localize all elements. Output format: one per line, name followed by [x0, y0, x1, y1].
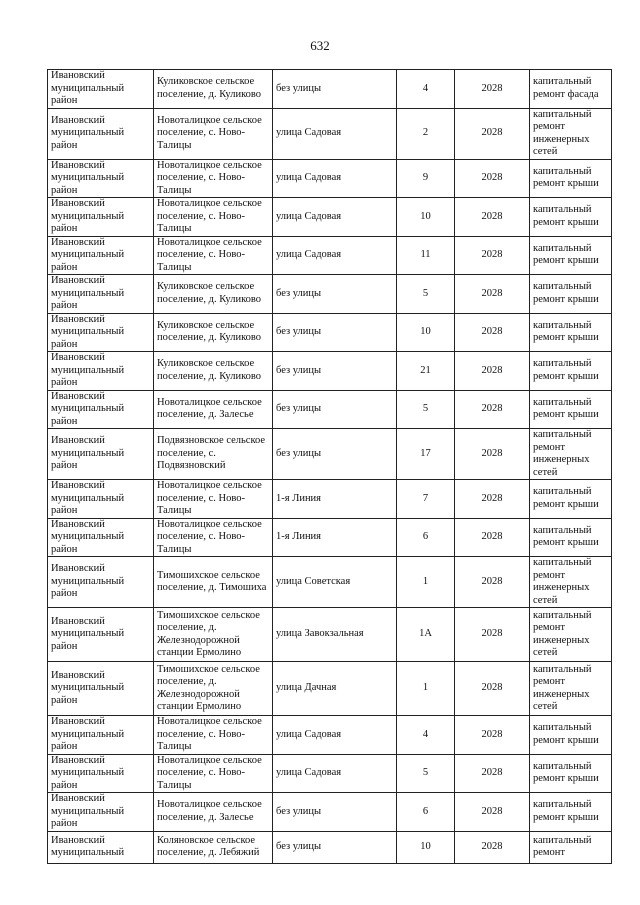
- work-type-cell: [530, 480, 612, 519]
- table-row: [48, 159, 612, 198]
- house-number-cell: [397, 793, 455, 832]
- district-cell: [48, 662, 154, 716]
- table-row: [48, 275, 612, 314]
- settlement-cell-text: Новоталицкое сельское поселение, с. Ново-Талицы: [157, 518, 262, 555]
- work-type-cell-text: капитальный ремонт: [533, 834, 592, 858]
- settlement-cell: [154, 159, 273, 198]
- settlement-cell-text: Новоталицкое сельское поселение, с. Ново-Талицы: [157, 236, 262, 273]
- work-type-cell: [530, 159, 612, 198]
- house-number-cell: [397, 275, 455, 314]
- house-number-cell: [397, 831, 455, 863]
- year-cell-text: 2028: [481, 728, 503, 740]
- street-cell: [273, 716, 397, 755]
- district-cell: [48, 159, 154, 198]
- work-type-cell: [530, 70, 612, 109]
- district-cell-text: Ивановский муниципальный район: [51, 480, 125, 516]
- street-cell: [273, 390, 397, 429]
- house-number-cell: [397, 198, 455, 237]
- house-number-cell: [397, 70, 455, 109]
- district-cell: [48, 557, 154, 608]
- settlement-cell-text: Подвязновское сельское поселение, с. Подвязновский: [157, 435, 266, 472]
- street-cell-text: без улицы: [276, 805, 322, 817]
- work-type-cell-text: капитальный ремонт крыши: [533, 760, 599, 785]
- settlement-cell: [154, 793, 273, 832]
- district-cell: [48, 831, 154, 863]
- table-row: [48, 754, 612, 793]
- housing-repair-table: [47, 69, 612, 864]
- year-cell: [455, 831, 530, 863]
- settlement-cell-text: Куликовское сельское поселение, д. Куликово: [157, 76, 262, 100]
- district-cell: [48, 275, 154, 314]
- street-cell: [273, 70, 397, 109]
- year-cell: [455, 608, 530, 662]
- street-cell: [273, 313, 397, 352]
- settlement-cell: [154, 608, 273, 662]
- house-number-cell: [397, 236, 455, 275]
- year-cell: [455, 198, 530, 237]
- table-row: [48, 480, 612, 519]
- street-cell: [273, 198, 397, 237]
- year-cell: [455, 662, 530, 716]
- street-cell-text: улица Завокзальная: [276, 628, 364, 640]
- district-cell-text: Ивановский муниципальный район: [51, 198, 125, 234]
- street-cell-text: без улицы: [276, 287, 322, 299]
- year-cell: [455, 754, 530, 793]
- work-type-cell-text: капитальный ремонт крыши: [533, 722, 599, 746]
- work-type-cell-text: капитальный ремонт крыши: [533, 486, 599, 510]
- settlement-cell: [154, 275, 273, 314]
- house-number-cell: [397, 429, 455, 480]
- work-type-cell-text: капитальный ремонт крыши: [533, 165, 599, 190]
- settlement-cell: [154, 236, 273, 275]
- settlement-cell-text: Новоталицкое сельское поселение, д. Залесье: [157, 396, 262, 421]
- work-type-cell-text: капитальный ремонт инженерных сетей: [533, 557, 592, 606]
- year-cell-text: 2028: [481, 172, 503, 183]
- year-cell-text: 2028: [481, 287, 503, 299]
- settlement-cell: [154, 108, 273, 159]
- work-type-cell-text: капитальный ремонт инженерных сетей: [533, 663, 592, 712]
- district-cell-text: Ивановский муниципальный район: [51, 669, 125, 706]
- table-row: [48, 70, 612, 109]
- year-cell-text: 2028: [481, 127, 503, 139]
- table-row: [48, 608, 612, 662]
- work-type-cell: [530, 108, 612, 159]
- house-number-cell-text: 11: [420, 249, 431, 260]
- work-type-cell-text: капитальный ремонт крыши: [533, 524, 599, 549]
- district-cell: [48, 754, 154, 793]
- house-number-cell-text: 1: [422, 575, 429, 587]
- district-cell-text: Ивановский муниципальный район: [51, 563, 125, 600]
- settlement-cell-text: Куликовское сельское поселение, д. Куликово: [157, 281, 262, 305]
- street-cell-text: 1-я Линия: [276, 492, 322, 504]
- house-number-cell: [397, 352, 455, 391]
- table-row: [48, 793, 612, 832]
- house-number-cell-text: 10: [420, 326, 431, 337]
- table-row: [48, 236, 612, 275]
- year-cell-text: 2028: [481, 531, 503, 542]
- settlement-cell: [154, 716, 273, 755]
- table-row: [48, 390, 612, 429]
- house-number-cell-text: 7: [422, 492, 429, 504]
- street-cell: [273, 108, 397, 159]
- house-number-cell-text: 10: [420, 840, 431, 852]
- district-cell: [48, 518, 154, 557]
- house-number-cell-text: 5: [422, 767, 429, 778]
- district-cell-text: Ивановский муниципальный район: [51, 518, 125, 555]
- work-type-cell-text: капитальный ремонт инженерных сетей: [533, 429, 592, 478]
- settlement-cell: [154, 557, 273, 608]
- street-cell: [273, 662, 397, 716]
- settlement-cell: [154, 831, 273, 863]
- year-cell: [455, 236, 530, 275]
- work-type-cell: [530, 518, 612, 557]
- work-type-cell: [530, 608, 612, 662]
- work-type-cell-text: капитальный ремонт крыши: [533, 799, 599, 823]
- street-cell-text: 1-я Линия: [276, 531, 322, 542]
- street-cell: [273, 480, 397, 519]
- work-type-cell-text: капитальный ремонт крыши: [533, 204, 599, 228]
- settlement-cell: [154, 518, 273, 557]
- work-type-cell: [530, 198, 612, 237]
- settlement-cell: [154, 390, 273, 429]
- work-type-cell: [530, 754, 612, 793]
- house-number-cell-text: 2: [422, 127, 429, 139]
- street-cell-text: без улицы: [276, 840, 322, 852]
- work-type-cell: [530, 275, 612, 314]
- settlement-cell: [154, 313, 273, 352]
- work-type-cell-text: капитальный ремонт инженерных сетей: [533, 108, 592, 157]
- settlement-cell-text: Новоталицкое сельское поселение, с. Ново-Талицы: [157, 716, 262, 752]
- district-cell-text: Ивановский муниципальный район: [51, 352, 125, 388]
- year-cell-text: 2028: [481, 403, 503, 414]
- house-number-cell: [397, 480, 455, 519]
- street-cell: [273, 608, 397, 662]
- work-type-cell-text: капитальный ремонт крыши: [533, 281, 599, 305]
- settlement-cell: [154, 70, 273, 109]
- street-cell: [273, 754, 397, 793]
- table-row: [48, 429, 612, 480]
- table-row: [48, 352, 612, 391]
- district-cell-text: Ивановский муниципальный район: [51, 275, 125, 311]
- district-cell: [48, 313, 154, 352]
- year-cell: [455, 716, 530, 755]
- street-cell: [273, 429, 397, 480]
- street-cell: [273, 831, 397, 863]
- district-cell-text: Ивановский муниципальный: [51, 834, 125, 858]
- street-cell-text: без улицы: [276, 403, 322, 414]
- street-cell-text: улица Советская: [276, 575, 351, 587]
- settlement-cell-text: Новоталицкое сельское поселение, с. Ново-Талицы: [157, 198, 262, 234]
- house-number-cell-text: 17: [420, 447, 431, 459]
- settlement-cell-text: Новоталицкое сельское поселение, с. Ново-Талицы: [157, 754, 262, 791]
- street-cell-text: без улицы: [276, 82, 322, 94]
- street-cell-text: улица Садовая: [276, 249, 342, 260]
- street-cell-text: без улицы: [276, 326, 322, 337]
- street-cell-text: улица Садовая: [276, 172, 342, 183]
- year-cell: [455, 70, 530, 109]
- house-number-cell: [397, 754, 455, 793]
- house-number-cell: [397, 557, 455, 608]
- settlement-cell: [154, 198, 273, 237]
- house-number-cell-text: 4: [422, 82, 429, 94]
- year-cell-text: 2028: [481, 82, 503, 94]
- settlement-cell: [154, 754, 273, 793]
- district-cell: [48, 390, 154, 429]
- year-cell-text: 2028: [481, 628, 503, 640]
- settlement-cell-text: Новоталицкое сельское поселение, с. Ново-Талицы: [157, 114, 262, 151]
- settlement-cell: [154, 662, 273, 716]
- table-row: [48, 313, 612, 352]
- table-row: [48, 108, 612, 159]
- year-cell-text: 2028: [481, 767, 503, 778]
- year-cell-text: 2028: [481, 364, 503, 376]
- year-cell: [455, 557, 530, 608]
- work-type-cell: [530, 793, 612, 832]
- table-row: [48, 557, 612, 608]
- settlement-cell-text: Тимошихское сельское поселение, д. Тимошиха: [157, 569, 267, 593]
- house-number-cell: [397, 608, 455, 662]
- settlement-cell: [154, 352, 273, 391]
- district-cell: [48, 236, 154, 275]
- street-cell-text: улица Садовая: [276, 728, 342, 740]
- work-type-cell-text: капитальный ремонт крыши: [533, 358, 599, 382]
- district-cell: [48, 608, 154, 662]
- year-cell: [455, 108, 530, 159]
- house-number-cell: [397, 518, 455, 557]
- district-cell: [48, 70, 154, 109]
- work-type-cell-text: капитальный ремонт крыши: [533, 242, 599, 267]
- work-type-cell: [530, 429, 612, 480]
- house-number-cell: [397, 716, 455, 755]
- settlement-cell-text: Тимошихское сельское поселение, д. Железнодорожной станции Ермолино: [157, 609, 260, 658]
- street-cell-text: без улицы: [276, 364, 322, 376]
- table-row: [48, 198, 612, 237]
- table-row: [48, 716, 612, 755]
- district-cell: [48, 429, 154, 480]
- house-number-cell: [397, 662, 455, 716]
- settlement-cell: [154, 480, 273, 519]
- district-cell: [48, 480, 154, 519]
- year-cell-text: 2028: [481, 492, 503, 504]
- work-type-cell: [530, 831, 612, 863]
- street-cell: [273, 236, 397, 275]
- settlement-cell-text: Новоталицкое сельское поселение, с. Ново-Талицы: [157, 480, 262, 516]
- work-type-cell: [530, 390, 612, 429]
- district-cell-text: Ивановский муниципальный район: [51, 236, 125, 273]
- settlement-cell-text: Куликовское сельское поселение, д. Куликово: [157, 358, 262, 382]
- work-type-cell: [530, 352, 612, 391]
- year-cell: [455, 159, 530, 198]
- work-type-cell-text: капитальный ремонт крыши: [533, 319, 599, 344]
- house-number-cell-text: 6: [422, 805, 429, 817]
- table-row: [48, 831, 612, 863]
- district-cell-text: Ивановский муниципальный район: [51, 390, 125, 427]
- house-number-cell: [397, 108, 455, 159]
- year-cell: [455, 275, 530, 314]
- district-cell-text: Ивановский муниципальный район: [51, 435, 125, 472]
- street-cell-text: улица Садовая: [276, 210, 342, 222]
- year-cell-text: 2028: [481, 249, 503, 260]
- street-cell: [273, 352, 397, 391]
- work-type-cell: [530, 716, 612, 755]
- year-cell-text: 2028: [481, 682, 503, 694]
- street-cell: [273, 557, 397, 608]
- district-cell: [48, 352, 154, 391]
- house-number-cell-text: 10: [420, 210, 431, 222]
- work-type-cell-text: капитальный ремонт фасада: [533, 76, 599, 100]
- street-cell-text: улица Садовая: [276, 767, 342, 778]
- district-cell-text: Ивановский муниципальный район: [51, 114, 125, 151]
- settlement-cell-text: Новоталицкое сельское поселение, с. Ново-Талицы: [157, 159, 262, 196]
- year-cell-text: 2028: [481, 210, 503, 222]
- settlement-cell: [154, 429, 273, 480]
- year-cell: [455, 793, 530, 832]
- district-cell-text: Ивановский муниципальный район: [51, 615, 125, 652]
- district-cell-text: Ивановский муниципальный район: [51, 159, 125, 196]
- house-number-cell-text: 21: [420, 364, 431, 376]
- settlement-cell-text: Куликовское сельское поселение, д. Куликово: [157, 319, 262, 344]
- district-cell-text: Ивановский муниципальный район: [51, 793, 125, 829]
- district-cell-text: Ивановский муниципальный район: [51, 754, 125, 791]
- table-row: [48, 518, 612, 557]
- house-number-cell-text: 4: [422, 728, 429, 740]
- page-number: 632: [310, 38, 330, 53]
- settlement-cell-text: Новоталицкое сельское поселение, д. Залесье: [157, 799, 262, 823]
- settlement-cell-text: Коляновское сельское поселение, д. Лебяжий: [157, 834, 260, 858]
- year-cell-text: 2028: [481, 840, 503, 852]
- street-cell-text: улица Дачная: [276, 682, 337, 694]
- year-cell: [455, 390, 530, 429]
- year-cell-text: 2028: [481, 805, 503, 817]
- street-cell: [273, 275, 397, 314]
- district-cell-text: Ивановский муниципальный район: [51, 716, 125, 752]
- house-number-cell: [397, 159, 455, 198]
- year-cell-text: 2028: [481, 326, 503, 337]
- work-type-cell: [530, 557, 612, 608]
- year-cell-text: 2028: [481, 575, 503, 587]
- house-number-cell-text: 1А: [419, 628, 432, 640]
- work-type-cell-text: капитальный ремонт инженерных сетей: [533, 609, 592, 658]
- year-cell: [455, 352, 530, 391]
- district-cell: [48, 198, 154, 237]
- district-cell: [48, 108, 154, 159]
- work-type-cell: [530, 313, 612, 352]
- street-cell-text: улица Садовая: [276, 127, 342, 139]
- house-number-cell-text: 1: [422, 682, 429, 694]
- street-cell-text: без улицы: [276, 447, 322, 459]
- year-cell: [455, 313, 530, 352]
- year-cell: [455, 518, 530, 557]
- table-body: [48, 70, 612, 864]
- street-cell: [273, 159, 397, 198]
- house-number-cell-text: 5: [422, 403, 429, 414]
- district-cell-text: Ивановский муниципальный район: [51, 70, 125, 106]
- street-cell: [273, 518, 397, 557]
- work-type-cell: [530, 236, 612, 275]
- table-row: [48, 662, 612, 716]
- work-type-cell: [530, 662, 612, 716]
- district-cell: [48, 716, 154, 755]
- year-cell: [455, 429, 530, 480]
- district-cell-text: Ивановский муниципальный район: [51, 313, 125, 350]
- house-number-cell: [397, 390, 455, 429]
- district-cell: [48, 793, 154, 832]
- work-type-cell-text: капитальный ремонт крыши: [533, 396, 599, 421]
- year-cell-text: 2028: [481, 447, 503, 459]
- house-number-cell-text: 5: [422, 287, 429, 299]
- house-number-cell: [397, 313, 455, 352]
- year-cell: [455, 480, 530, 519]
- street-cell: [273, 793, 397, 832]
- settlement-cell-text: Тимошихское сельское поселение, д. Железнодорожной станции Ермолино: [157, 663, 260, 712]
- house-number-cell-text: 9: [422, 172, 429, 183]
- house-number-cell-text: 6: [422, 531, 429, 542]
